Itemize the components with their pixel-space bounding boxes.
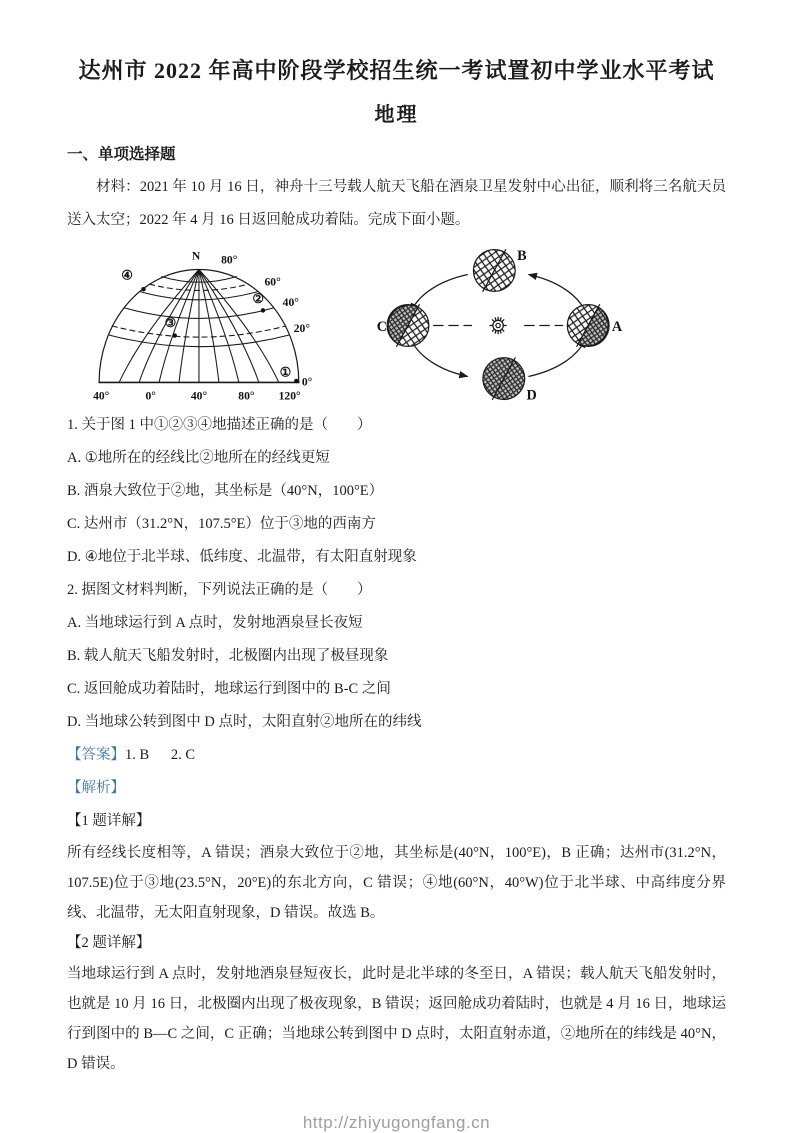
- grid-point-dots: [141, 287, 298, 383]
- point-3-dot: [173, 333, 177, 337]
- question-2-option-a: A. 当地球运行到 A 点时，发射地酒泉昼长夜短: [67, 615, 363, 631]
- detail-1-heading: 【1 题详解】: [67, 813, 151, 829]
- answer-label: 【答案】: [67, 747, 125, 763]
- page-title: 达州市 2022 年高中阶段学校招生统一考试置初中学业水平考试: [78, 58, 715, 83]
- detail-2-paragraph: 当地球运行到 A 点时，发射地酒泉昼短夜长，此时是北半球的冬至日，A 错误；载人航天飞船发射时，也就是 10 月 16 日，北极圈内出现了极夜现象，B 错误；返回舱成功着陆时，也就是 4 月 16 日，地球运行到图中的 B—C 之间，C 正确；当地球公转到图中 D 点时，太阳直射赤道，②地所在的纬线是 40°N，D 错误。: [67, 966, 726, 1072]
- lat-label-20: 20°: [293, 322, 310, 336]
- question-2-option-b: B. 载人航天飞船发射时，北极圈内出现了极昼现象: [67, 648, 389, 664]
- lon-label-120e: 120°: [278, 389, 301, 403]
- answer-text: 1. B 2. C: [125, 747, 196, 763]
- detail-1-paragraph: 所有经线长度相等，A 错误；酒泉大致位于②地，其坐标是(40°N，100°E)，B 正确；达州市(31.2°N，107.5E)位于③地(23.5°N，20°E)的东北方向，C 错误；④地(60°N，40°W)位于北半球、中高纬度分界线、北温带，无太阳直射现象，D 错误。故选 B。: [67, 845, 726, 921]
- figures-row: [85, 241, 726, 409]
- earth-position-c: [387, 304, 429, 346]
- lat-label-0: 0°: [301, 375, 313, 389]
- question-1-option-d: D. ④地位于北半球、低纬度、北温带，有太阳直射现象: [67, 549, 417, 565]
- analysis-line: [67, 772, 726, 805]
- question-2-option-d: D. 当地球公转到图中 D 点时，太阳直射②地所在的纬线: [67, 714, 422, 730]
- answer-line: [67, 739, 726, 772]
- analysis-label: 【解析】: [67, 780, 125, 796]
- point-1-dot: [294, 379, 298, 383]
- earth-position-a: [567, 304, 609, 346]
- point-3-label: ③: [164, 315, 177, 331]
- point-2-label: ②: [252, 290, 265, 306]
- watermark-url: http://zhiyugongfang.cn: [302, 1113, 491, 1132]
- lon-label-80e: 80°: [238, 389, 255, 403]
- section-heading: 一、单项选择题: [67, 146, 176, 163]
- point-4-label: ④: [121, 267, 134, 283]
- question-1-stem: 1. 关于图 1 中①②③④地描述正确的是（ ）: [67, 417, 372, 433]
- earth-position-d: [483, 357, 525, 399]
- north-pole-label: N: [191, 249, 201, 263]
- lat-label-80: 80°: [221, 253, 238, 267]
- lon-label-40e: 40°: [190, 389, 208, 403]
- orbit-label-d: D: [526, 386, 537, 403]
- orbit-label-b: B: [517, 247, 527, 264]
- lon-label-40w: 40°: [93, 389, 110, 403]
- earth-orbit-figure: [371, 242, 629, 409]
- orbit-label-c: C: [376, 318, 387, 335]
- question-2-option-c: C. 返回舱成功着陆时，地球运行到图中的 B-C 之间: [67, 681, 391, 697]
- lon-label-0: 0°: [145, 389, 156, 403]
- orbit-label-a: A: [611, 318, 623, 335]
- grid-meridians: [119, 267, 279, 383]
- question-1-option-a: A. ①地所在的经线比②地所在的经线更短: [67, 450, 330, 466]
- question-1-option-c: C. 达州市（31.2°N，107.5°E）位于③地的西南方: [67, 516, 376, 532]
- point-2-dot: [261, 308, 265, 312]
- detail-2-heading: 【2 题详解】: [67, 935, 151, 951]
- lat-label-60: 60°: [264, 275, 281, 289]
- point-1-label: ①: [279, 364, 292, 380]
- material-paragraph: 材料：2021 年 10 月 16 日，神舟十三号载人航天飞船在酒泉卫星发射中心出征，顺利将三名航天员送入太空；2022 年 4 月 16 日返回舱成功着陆。完成下面小题。: [67, 179, 726, 228]
- sun-icon: [490, 317, 506, 333]
- question-2-stem: 2. 据图文材料判断，下列说法正确的是（ ）: [67, 582, 372, 598]
- lat-label-40: 40°: [282, 295, 299, 309]
- latitude-longitude-grid-figure: [85, 245, 321, 405]
- point-4-dot: [141, 287, 145, 291]
- subject-title: 地理: [374, 104, 419, 126]
- earth-position-b: [473, 249, 515, 291]
- question-1-option-b: B. 酒泉大致位于②地，其坐标是（40°N，100°E）: [67, 483, 384, 499]
